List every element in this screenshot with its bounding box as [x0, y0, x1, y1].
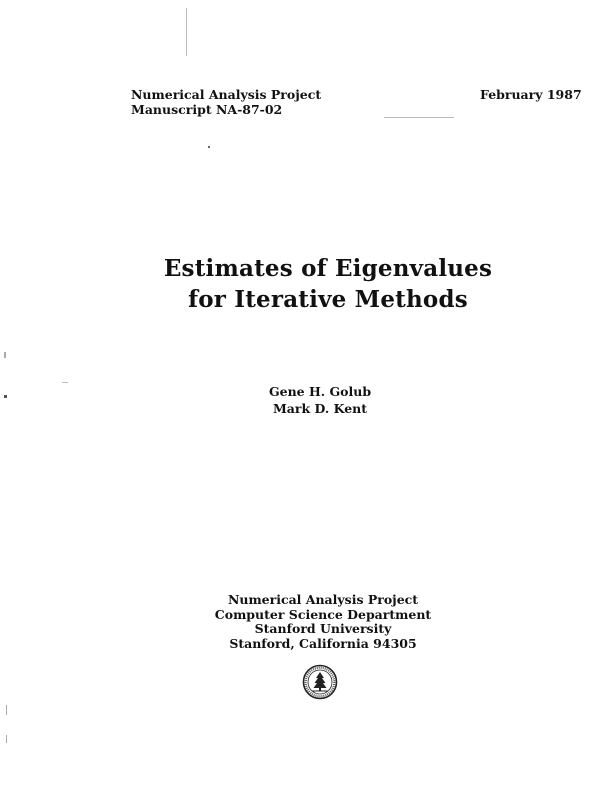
scan-artifact	[4, 352, 6, 358]
author-name: Gene H. Golub	[268, 384, 372, 399]
scan-artifact	[186, 8, 187, 56]
manuscript-number: Manuscript NA-87-02	[131, 102, 283, 117]
report-identifier	[131, 87, 321, 117]
affiliation-line: Computer Science Department	[214, 606, 432, 622]
author-name: Mark D. Kent	[272, 401, 368, 416]
title-line-2: for Iterative Methods	[188, 286, 468, 313]
affiliation-block	[0, 593, 612, 651]
report-date: February 1987	[480, 87, 582, 102]
affiliation-line: Numerical Analysis Project	[227, 592, 419, 607]
title-line-1: Estimates of Eigenvalues	[163, 255, 493, 282]
scan-artifact	[384, 117, 454, 118]
scan-artifact	[6, 705, 7, 715]
author-list	[0, 383, 612, 417]
stanford-seal-icon	[302, 664, 338, 700]
scan-artifact	[6, 735, 7, 743]
project-name: Numerical Analysis Project	[131, 87, 322, 102]
affiliation-line: Stanford, California 94305	[229, 635, 417, 651]
affiliation-line: Stanford University	[254, 621, 392, 636]
scan-artifact	[208, 146, 210, 148]
